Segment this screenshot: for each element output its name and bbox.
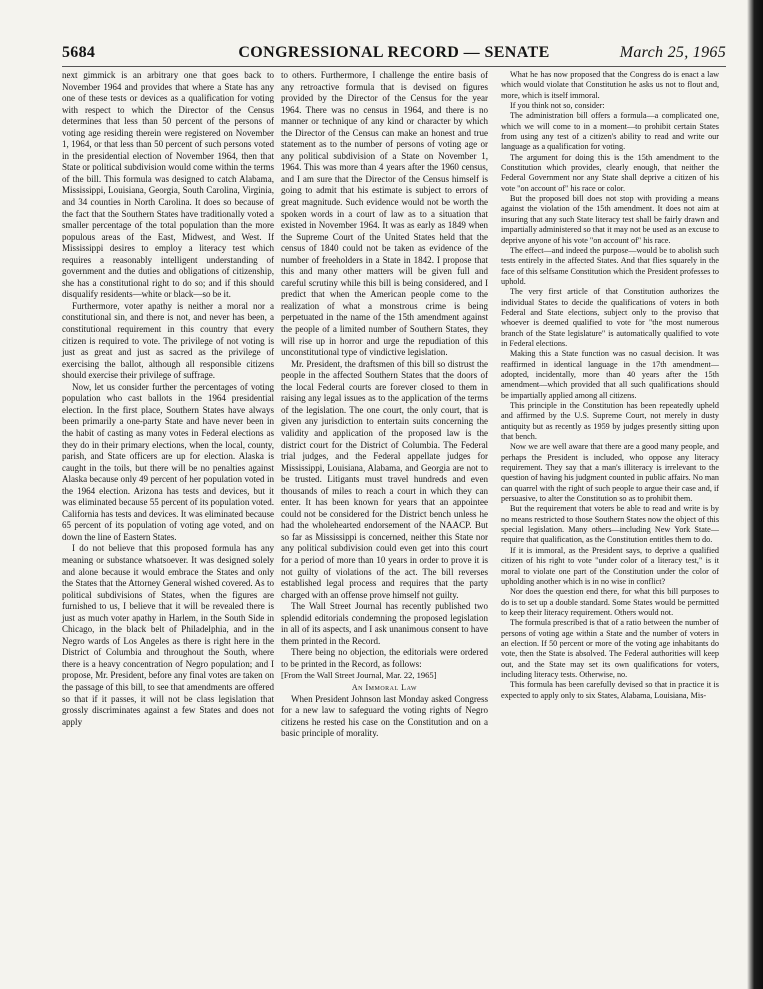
paragraph: When President Johnson last Monday asked Congress for a new law to safeguard the voting rights of Negro citizens he rested his case on the Constitution and on a basic principle of morality. (281, 693, 488, 739)
paragraph: Mr. President, the draftsmen of this bill so distrust the people in the affected Southern States that the doors of the local Federal courts are forever closed to them in raising any legal issues as to the application of the terms of the legislation. The one court, the only court, that is given any jurisdiction to entertain suits concerning the validity and application of the proposed law is the district court for the District of Columbia. The Federal trial judges, and the Federal appellate judges for Mississippi, Louisiana, Alabama, and Georgia are not to be trusted. Litigants must travel hundreds and even thousands of miles to reach a court in which they can enter. It has been known for years that an appointee could not be considered for the District bench unless he had the wholehearted endorsement of the NAACP. But so far as Mississippi is concerned, neither this State nor any political subdivision could even get into this court for a period of more than 10 years in order to prove it is not guilty of violations of the act. The bill reverses established legal process and requires that the party charged with an offense prove himself not guilty. (281, 358, 488, 600)
paragraph: The effect—and indeed the purpose—would be to abolish such tests entirely in the affected States. And that flies squarely in the face of this selfsame Constitution which the President professes to uphold. (501, 245, 719, 286)
paragraph: If you think not so, consider: (510, 101, 605, 111)
paragraph: This formula has been carefully devised so that in practice it is expected to apply only to six States, Alabama, Louisiana, Mis- (501, 680, 719, 700)
publication-date: March 25, 1965 (619, 44, 726, 61)
paragraph: If it is immoral, as the President says, to deprive a qualified citizen of his right to vote "under color of a literacy test," is it moral to violate one part of the Constitution under the color of upholding another which is in no wise in conflict? (501, 545, 719, 586)
paragraph: next gimmick is an arbitrary one that goes back to November 1964 and provides that where a State has any one of these tests or devices as a qualification for voting with respect to which the Director of the Census determines that less than 50 percent of the persons of voting age residing therein were registered on November 1, 1964, or that less than 50 percent of such persons voted in the presidential election of November 1964, then that State or political subdivision would come within the terms of the bill. This formula was designed to catch Alabama, Mississippi, Louisiana, Georgia, South Carolina, Virginia, and 34 counties in North Carolina. It does so because of the fact that the Southern States have traditionally voted a smaller percentage of the total population than the more populous areas of the East, Midwest, and West. If Mississippi desires to employ a literacy test which requires a reasonably intelligent understanding of government and the duties and obligations of citizenship, she has a constitutional right to do so; and if this should disqualify residents—white or black—so be it. (62, 70, 274, 300)
paragraph: The administration bill offers a formula—a complicated one, which we will come to in a moment—to prohibit certain States from using any test of a citizen's ability to read and write our language as a qualification for voting. (501, 111, 719, 152)
paragraph: I do not believe that this proposed formula has any meaning or substance whatsoever. It was designed solely and alone because it would embrace the States and only the States that the Attorney General wished covered. As to political subdivisions of States, when the figures are furnished to us, I believe that it will be revealed there is just as much voter apathy in Harlem, in the South Side in Chicago, in the black belt of Philadelphia, and in the Negro wards of Los Angeles as there is right here in the District of Columbia and throughout the South, where there is a heavy concentration of Negro population; and I propose, Mr. President, before any final votes are taken on the passage of this bill, to see that amendments are offered so that if it passes, it will not be class legislation that grossly discriminates against a few States and does not apply (62, 543, 274, 727)
page-header (62, 44, 726, 66)
page-number: 5684 (62, 44, 96, 61)
paragraph: But the requirement that voters be able to read and write is by no means restricted to those Southern States now the object of this special legislation. Many others—including New York State—require that qualification, as the Constitution entitles them to do. (501, 504, 719, 545)
column-1 (62, 70, 274, 728)
publication-title: CONGRESSIONAL RECORD — SENATE (238, 44, 550, 61)
paragraph: Now, let us consider further the percentages of voting population who cast ballots in the 1964 presidential election. In the first place, Southern States have always been primarily a one-party State and have never been in the habit of casting as many votes in Federal elections as they do in their primary elections, when the local, county, parish, and State officers are up for election. Alaska is caught in the toils, but there will be no penalties against Alaska because only 49 percent of her population voted in the 1964 election. Arizona has tests and devices, but it was eliminated because 55 percent of its population voted. California has tests and devices. It was eliminated because 65 percent of its population of voting age voted, and on down the line of Eastern States. (62, 381, 274, 542)
paragraph: Making this a State function was no casual decision. It was reaffirmed in identical language in the 17th amendment—adopted, incidentally, more than 40 years after the 15th amendment—which provided that all such qualifications should be impartially applied among all citizens. (501, 349, 719, 400)
paragraph: The Wall Street Journal has recently published two splendid editorials condemning the proposed legislation in all of its aspects, and I ask unanimous consent to have them printed in the Record. (281, 601, 488, 646)
paragraph: Nor does the question end there, for what this bill purposes to do is to set up a double standard. Some States would be permitted to keep their literacy requirement. Others would not. (501, 587, 719, 617)
editorial-title: An Immoral Law (351, 682, 418, 692)
paragraph: The very first article of that Constitution authorizes the individual States to decide the qualifications of voters in both Federal and State elections, subject only to the proviso that whoever is deemed qualified to vote for "the most numerous branch of the State legislature" is automatically qualified to vote in Federal elections. (501, 287, 719, 348)
paragraph: Furthermore, voter apathy is neither a moral nor a constitutional sin, and there is not, and never has been, a constitutional requirement in this country that every citizen is required to vote. The privilege of not voting is just as great and just as sacred as the privilege of exercising the ballot, although all responsible citizens should exercise their privilege of suffrage. (62, 300, 274, 381)
paragraph: There being no objection, the editorials were ordered to be printed in the Record, as follows: (281, 647, 488, 669)
paragraph: The argument for doing this is the 15th amendment to the Constitution which provides, clearly enough, that neither the Federal Government nor any State shall deprive a citizen of his vote "on account of" his race or color. (501, 152, 719, 193)
paragraph: But the proposed bill does not stop with providing a means against the violation of the 15th amendment. It does not aim at insuring that any such State literacy test shall be fairly drawn and impartially administered so that it may not be used as an excuse to deprive anyone of his vote "on account of" his race. (501, 194, 719, 245)
paragraph: This principle in the Constitution has been repeatedly upheld and affirmed by the U.S. Supreme Court, not merely in dusty antiquity but as recently as 1959 by judges presently sitting upon that bench. (501, 401, 719, 442)
scan-binding-edge (747, 0, 763, 989)
paragraph: What he has now proposed that the Congress do is enact a law which would violate that Constitution he asks us not to flout and, more, which is itself immoral. (501, 70, 719, 100)
paragraph: The formula prescribed is that of a ratio between the number of persons of voting age within a State and the number of voters in an election. If 50 percent or more of the voting age inhabitants do vote, then the State is absolved. The Federal authorities will keep out, and the State may set its own qualifications for voters, including literacy tests. Otherwise, no. (501, 618, 719, 679)
paragraph: Now we are well aware that there are a good many people, and perhaps the President is included, who oppose any literacy requirement. They say that a man's illiteracy is irrelevant to the question of having his judgment counted in public affairs. No man can quarrel with the right of such people to argue their case and, if persuasive, to alter the Constitution so as to prohibit them. (501, 442, 719, 504)
column-2 (281, 70, 488, 740)
paragraph: to others. Furthermore, I challenge the entire basis of any retroactive formula that is devised on figures provided by the Director of the Census for the year 1964. There was no census in 1964, and there is no manner or technique of any kind or character by which the Director of the Census can make an honest and true statement as to the number of persons of voting age or any political subdivision of a State on November 1, 1964. This was more than 4 years after the 1960 census, and I am sure that the Director of the Census himself is going to admit that his estimate is subject to errors of great magnitude. Such evidence would not be worth the spoken words in a court of law as to a situation that existed in November 1964. It was as early as 1849 when the Supreme Court of the United States held that the census of 1840 could not be taken as evidence of the number of freeholders in a State in 1842. I propose that this and many other matters will be given full and careful scrutiny while this bill is being considered, and I predict that when the American people come to the realization of what a monstrous crime is being perpetuated in the name of the 15th amendment against the people of a limited number of Southern States, they will rise up in horror and urge the repudiation of this unconstitutional type of vindictive legislation. (281, 70, 488, 358)
column-3 (501, 70, 719, 701)
header-rule (62, 66, 726, 67)
source-line: [From the Wall Street Journal, Mar. 22, 1965] (281, 670, 437, 681)
